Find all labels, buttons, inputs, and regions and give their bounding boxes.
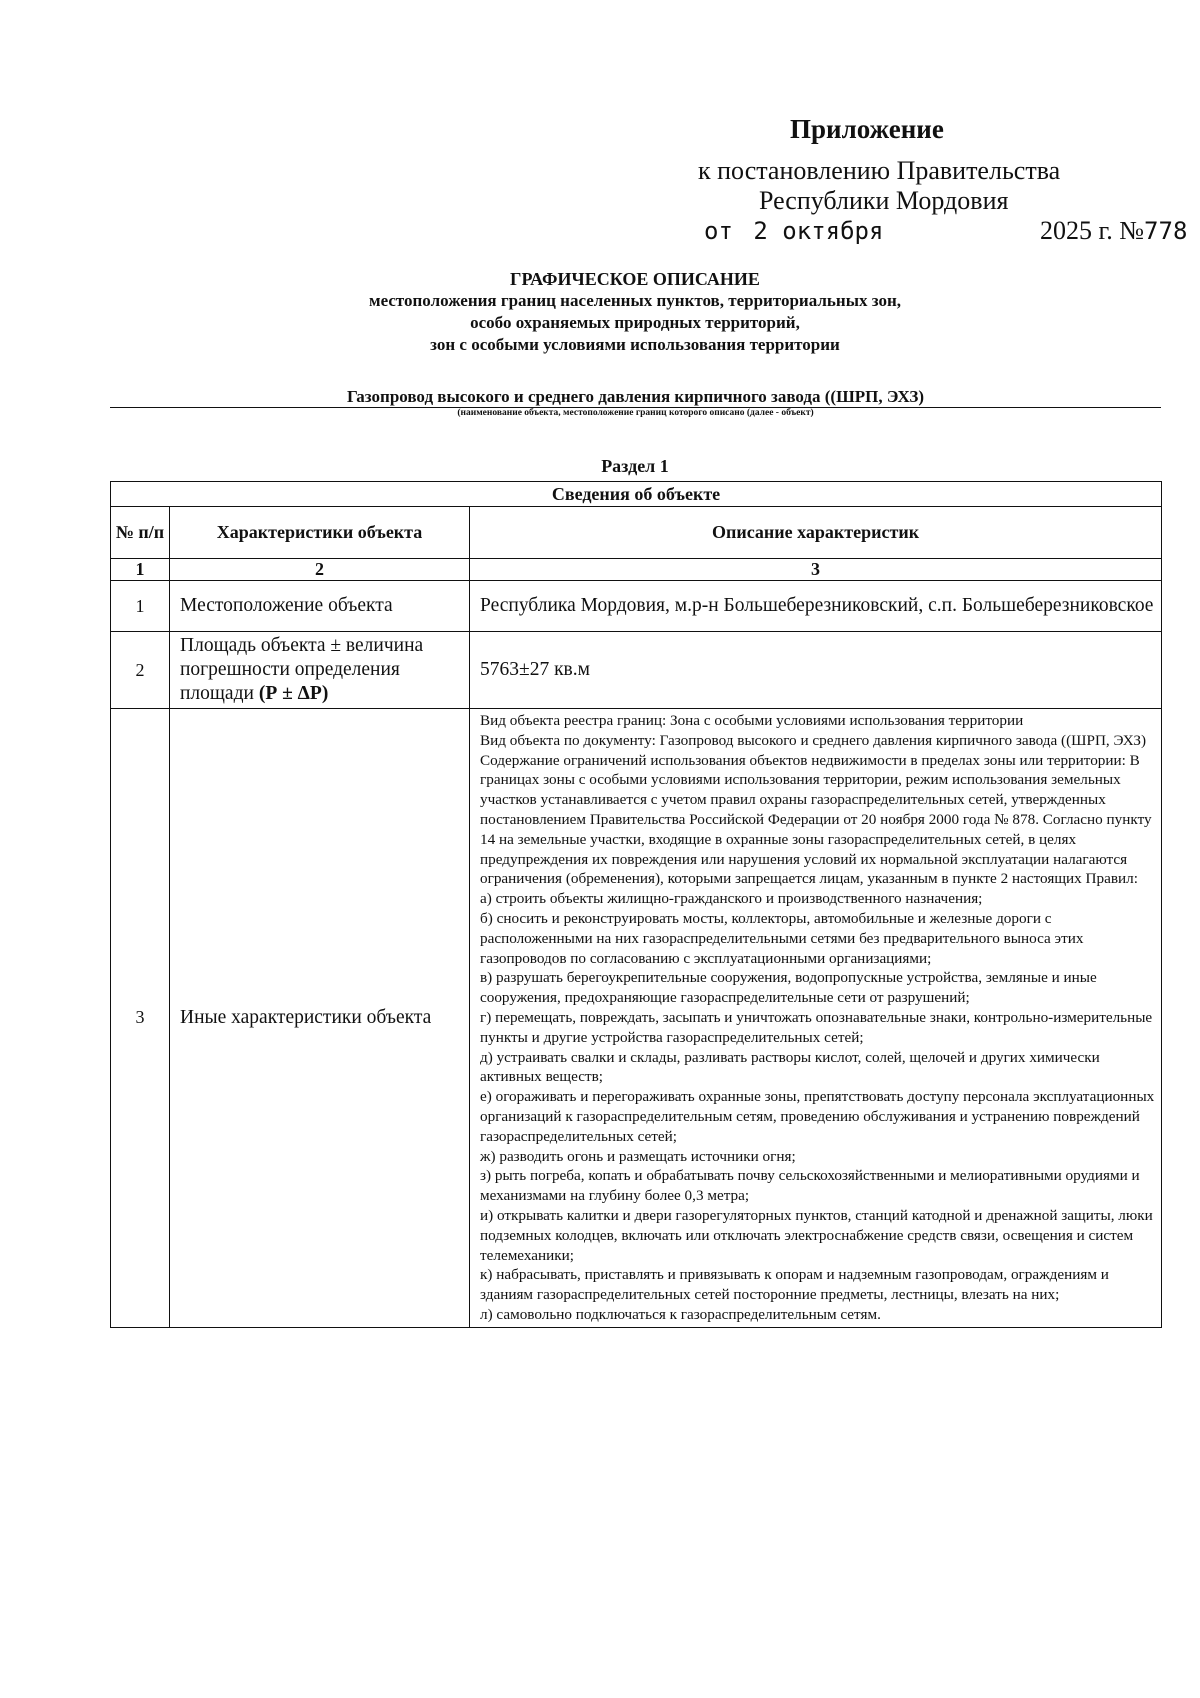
row-label: Местоположение объекта [170, 581, 470, 632]
restriction-line: Содержание ограничений использования объектов недвижимости в пределах зоны или территории: В границах зоны с особыми условиями использования территории, режим использования земельных участков устанавливается с учетом правил охраны газораспределительных сетей, утвержденных постановлением Правительства Российской Федерации от 20 ноября 2000 года № 878. Согласно пункту 14 на земельные участки, входящие в охранные зоны газораспределительных сетей, в целях предупреждения их повреждения или нарушения условий их нормальной эксплуатации налагаются ограничения (обременения), которыми запрещается лицам, указанным в пункте 2 настоящих Правил: [480, 751, 1152, 888]
document-subtitle-1: местоположения границ населенных пунктов, территориальных зон, [369, 291, 901, 310]
table-row [111, 581, 1162, 632]
restriction-line: и) открывать калитки и двери газорегуляторных пунктов, станций катодной и дренажной защиты, люки подземных колодцев, включать или отключать электроснабжение средств связи, освещения и систем телемеханики; [480, 1206, 1153, 1264]
row-label [170, 632, 470, 709]
restriction-line: з) рыть погреба, копать и обрабатывать почву сельскохозяйственными и мелиоративными орудиями и механизмами на глубину более 0,3 метра; [480, 1167, 1140, 1205]
decree-number: 778 [1144, 217, 1188, 245]
table-header-row [111, 507, 1162, 559]
row-value-long [470, 709, 1162, 1328]
index-3: 3 [470, 559, 1162, 581]
date-handwritten: 2 октября [753, 217, 884, 245]
restriction-line: к) набрасывать, приставлять и привязывать к опорам и надземным газопроводам, ограждениям и зданиям газораспределительных сетей посторонние предметы, лестницы, влезать на них; [480, 1266, 1109, 1304]
row-value: Республика Мордовия, м.р-н Большеберезниковский, с.п. Большеберезниковское [470, 581, 1162, 632]
document-title: ГРАФИЧЕСКОЕ ОПИСАНИЕ [510, 269, 760, 289]
header-description: Описание характеристик [470, 507, 1162, 559]
index-1: 1 [111, 559, 170, 581]
restriction-line: б) сносить и реконструировать мосты, коллекторы, автомобильные и железные дороги с расположенными на них газораспределительными сетями без предварительного выноса этих газопроводов по согласованию с эксплуатационными организациями; [480, 909, 1084, 967]
header-number: № п/п [111, 507, 170, 559]
object-info-table [110, 481, 1162, 1328]
index-2: 2 [170, 559, 470, 581]
appendix-line-1: к постановлению Правительства [698, 156, 1061, 185]
table-row [111, 709, 1162, 1328]
row-number: 3 [111, 709, 170, 1328]
table-title-row [111, 482, 1162, 507]
row-number: 2 [111, 632, 170, 709]
restriction-line: г) перемещать, повреждать, засыпать и уничтожать опознавательные знаки, контрольно-измерительные пункты и другие устройства газораспределительных сетей; [480, 1008, 1153, 1046]
table-row [111, 632, 1162, 709]
restriction-line: ж) разводить огонь и размещать источники огня; [480, 1147, 796, 1165]
document-subtitle-3: зон с особыми условиями использования территории [430, 335, 840, 354]
year-label: 2025 г. № [1040, 216, 1145, 245]
restriction-line: в) разрушать берегоукрепительные сооружения, водопропускные устройства, земляные и иные сооружения, предохраняющие газораспределительные сети от разрушений; [480, 969, 1097, 1007]
table-index-row [111, 559, 1162, 581]
object-name-caption: (наименование объекта, местоположение границ которого описано (далее - объект) [457, 408, 814, 418]
appendix-line-2: Республики Мордовия [759, 186, 1009, 215]
section-title: Раздел 1 [601, 456, 669, 476]
appendix-title: Приложение [790, 114, 944, 144]
appendix-date-line [704, 216, 1188, 246]
date-year-number [1040, 216, 1187, 246]
date-prefix: от [704, 217, 733, 245]
restriction-line: е) огораживать и перегораживать охранные зоны, препятствовать доступу персонала эксплуатационных организаций к газораспределительным сетям, проведению обслуживания и устранению повреждений газораспределительных сетей; [480, 1088, 1155, 1145]
object-name: Газопровод высокого и среднего давления кирпичного завода ((ШРП, ЭХЗ) [110, 386, 1161, 408]
row-label-text: Площадь объекта ± величина погрешности определения площади [180, 635, 424, 704]
row-number: 1 [111, 581, 170, 632]
row-label: Иные характеристики объекта [170, 709, 470, 1328]
restriction-line: Вид объекта реестра границ: Зона с особыми условиями использования территории [480, 712, 1024, 729]
table-title: Сведения об объекте [111, 482, 1162, 507]
row-label-formula: (Р ± ΔР) [258, 683, 329, 704]
row-value: 5763±27 кв.м [470, 632, 1162, 709]
header-characteristics: Характеристики объекта [170, 507, 470, 559]
document-title-block [110, 268, 1160, 356]
restriction-line: л) самовольно подключаться к газораспределительным сетям. [480, 1305, 881, 1323]
restriction-line: а) строить объекты жилищно-гражданского и производственного назначения; [480, 890, 983, 908]
restriction-line: д) устраивать свалки и склады, разливать растворы кислот, солей, щелочей и других химически активных веществ; [480, 1048, 1100, 1086]
restriction-line: Вид объекта по документу: Газопровод высокого и среднего давления кирпичного завода ((ШРП, ЭХЗ) [480, 731, 1147, 749]
document-subtitle-2: особо охраняемых природных территорий, [470, 313, 800, 332]
